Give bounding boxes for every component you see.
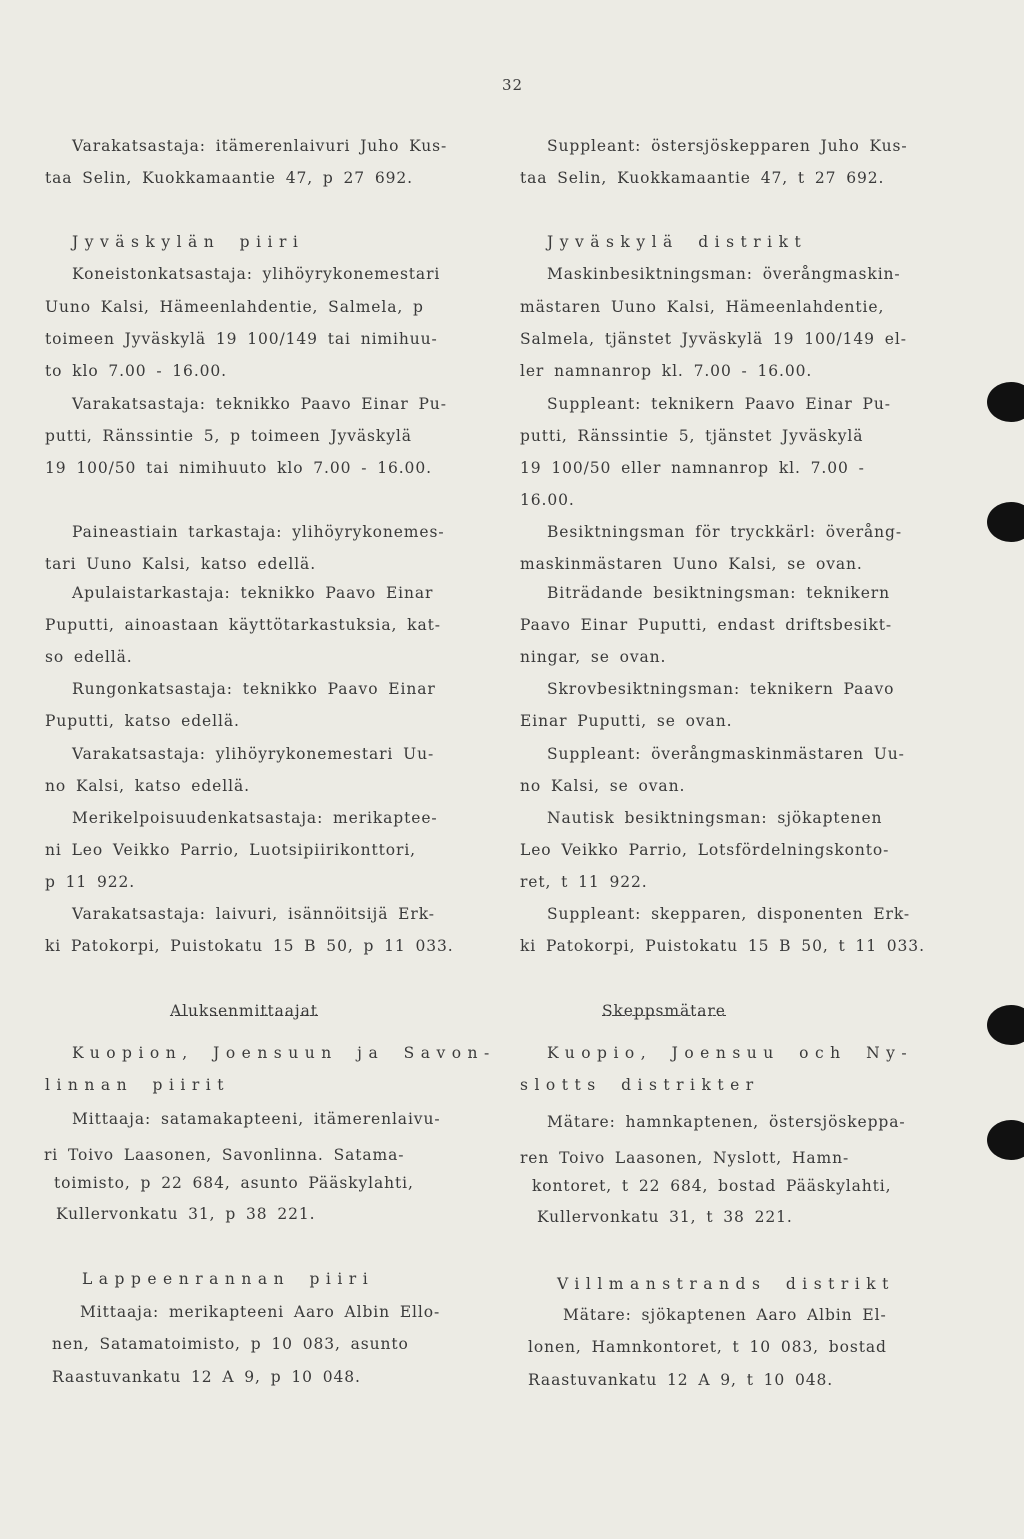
right-text-line: ningar, se ovan. [520,648,667,666]
right-text-line: Salmela, tjänstet Jyväskylä 19 100/149 el- [520,330,907,348]
right-text-line: Suppleant: överångmaskinmästaren Uu- [547,745,905,763]
right-text-line: no Kalsi, se ovan. [520,777,686,795]
right-text-line: ler namnanrop kl. 7.00 - 16.00. [520,362,813,380]
right-text-line: Leo Veikko Parrio, Lotsfördelningskonto- [520,841,890,859]
right-text-line: Maskinbesiktningsman: överångmaskin- [547,265,901,283]
right-text-line: maskinmästaren Uuno Kalsi, se ovan. [520,555,863,573]
right-text-line: taa Selin, Kuokkamaantie 47, t 27 692. [520,169,885,187]
left-text-line: toimeen Jyväskylä 19 100/149 tai nimihuu- [45,330,438,348]
left-text-line: to klo 7.00 - 16.00. [45,362,227,380]
left-text-line: ki Patokorpi, Puistokatu 15 B 50, p 11 033. [45,937,454,955]
right-district-heading: Kuopio, Joensuu och Ny- [547,1044,914,1062]
punch-hole [987,382,1024,422]
right-text-line: Mätare: hamnkaptenen, östersjöskeppa- [547,1113,906,1131]
right-district-heading: Villmanstrands distrikt [557,1275,895,1293]
left-district-heading: Kuopion, Joensuun ja Savon- [72,1044,496,1062]
left-text-line: 19 100/50 tai nimihuuto klo 7.00 - 16.00. [45,459,432,477]
left-text-line: Rungonkatsastaja: teknikko Paavo Einar [72,680,436,698]
right-text-line: Einar Puputti, se ovan. [520,712,733,730]
left-text-line: tari Uuno Kalsi, katso edellä. [45,555,317,573]
left-text-line: Raastuvankatu 12 A 9, p 10 048. [52,1368,361,1386]
left-district-heading: Lappeenrannan piiri [82,1270,375,1288]
right-text-line: 16.00. [520,491,575,509]
left-text-line: p 11 922. [45,873,136,891]
right-text-line: Suppleant: östersjöskepparen Juho Kus- [547,137,908,155]
left-text-line: Uuno Kalsi, Hämeenlahdentie, Salmela, p [45,298,424,316]
right-text-line: ren Toivo Laasonen, Nyslott, Hamn- [520,1149,850,1167]
left-text-line: taa Selin, Kuokkamaantie 47, p 27 692. [45,169,413,187]
left-district-heading: Jyväskylän piiri [72,233,305,251]
punch-hole [987,1005,1024,1045]
left-text-line: Varakatsastaja: teknikko Paavo Einar Pu- [72,395,447,413]
left-text-line: ri Toivo Laasonen, Savonlinna. Satama- [44,1146,405,1164]
left-text-line: ni Leo Veikko Parrio, Luotsipiirikonttori, [45,841,417,859]
right-text-line: Suppleant: skepparen, disponenten Erk- [547,905,911,923]
left-text-line: putti, Ränssintie 5, p toimeen Jyväskylä [45,427,412,445]
right-district-heading: slotts distrikter [520,1076,760,1094]
left-text-line: Mittaaja: merikapteeni Aaro Albin Ello- [80,1303,441,1321]
left-text-line: Varakatsastaja: ylihöyrykonemestari Uu- [72,745,435,763]
right-text-line: ret, t 11 922. [520,873,648,891]
right-text-line: Mätare: sjökaptenen Aaro Albin El- [563,1306,887,1324]
right-text-line: ki Patokorpi, Puistokatu 15 B 50, t 11 033. [520,937,925,955]
left-section-heading: Aluksenmittaajat [170,1002,318,1020]
right-text-line: lonen, Hamnkontoret, t 10 083, bostad [528,1338,887,1356]
left-text-line: Puputti, katso edellä. [45,712,240,730]
left-text-line: Varakatsastaja: itämerenlaivuri Juho Kus- [72,137,448,155]
right-text-line: putti, Ränssintie 5, tjänstet Jyväskylä [520,427,864,445]
left-text-line: toimisto, p 22 684, asunto Pääskylahti, [54,1174,414,1192]
right-text-line: Skrovbesiktningsman: teknikern Paavo [547,680,895,698]
right-text-line: Kullervonkatu 31, t 38 221. [537,1208,793,1226]
punch-hole [987,1120,1024,1160]
left-text-line: Mittaaja: satamakapteeni, itämerenlaivu- [72,1110,441,1128]
left-text-line: no Kalsi, katso edellä. [45,777,250,795]
left-text-line: Merikelpoisuudenkatsastaja: merikaptee- [72,809,438,827]
page-number: 32 [502,76,524,94]
right-text-line: Besiktningsman för tryckkärl: överång- [547,523,903,541]
left-text-line: Puputti, ainoastaan käyttötarkastuksia, kat- [45,616,441,634]
left-text-line: Koneistonkatsastaja: ylihöyrykonemestari [72,265,441,283]
right-text-line: Suppleant: teknikern Paavo Einar Pu- [547,395,891,413]
right-section-heading: Skeppsmätare [602,1002,726,1020]
punch-hole [987,502,1024,542]
left-text-line: Kullervonkatu 31, p 38 221. [56,1205,316,1223]
right-text-line: kontoret, t 22 684, bostad Pääskylahti, [532,1177,892,1195]
right-district-heading: Jyväskylä distrikt [547,233,808,251]
left-text-line: so edellä. [45,648,133,666]
left-text-line: Varakatsastaja: laivuri, isännöitsijä Erk- [72,905,435,923]
right-text-line: Paavo Einar Puputti, endast driftsbesikt- [520,616,893,634]
right-text-line: mästaren Uuno Kalsi, Hämeenlahdentie, [520,298,885,316]
right-text-line: Biträdande besiktningsman: teknikern [547,584,890,602]
right-text-line: Nautisk besiktningsman: sjökaptenen [547,809,883,827]
left-text-line: nen, Satamatoimisto, p 10 083, asunto [52,1335,409,1353]
right-text-line: 19 100/50 eller namnanrop kl. 7.00 - [520,459,865,477]
left-district-heading: linnan piirit [45,1076,230,1094]
right-text-line: Raastuvankatu 12 A 9, t 10 048. [528,1371,834,1389]
left-text-line: Paineastiain tarkastaja: ylihöyrykonemes- [72,523,445,541]
left-text-line: Apulaistarkastaja: teknikko Paavo Einar [72,584,434,602]
